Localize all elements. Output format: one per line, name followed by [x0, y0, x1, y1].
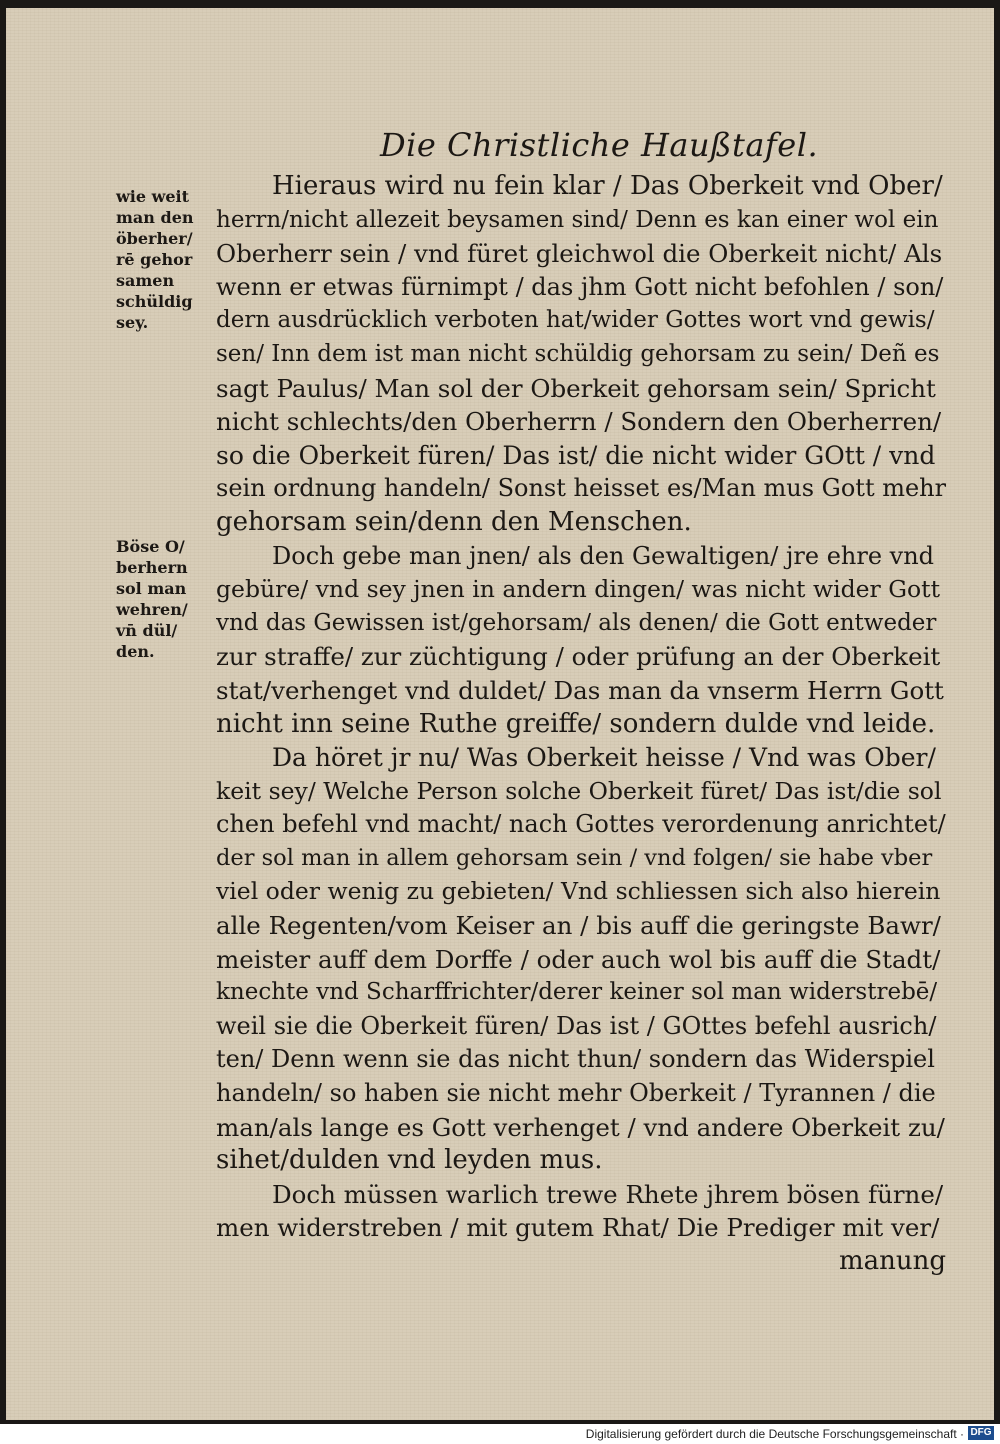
text-line: Hieraus wird nu fein klar / Das Oberkeit vnd Ober/	[272, 171, 943, 201]
page-header: Die Christliche Haußtafel.	[380, 126, 819, 164]
margin-note-2	[116, 536, 216, 662]
margin-note-line: wehren/	[116, 600, 188, 619]
text-line: dern ausdrücklich verboten hat/wider Gottes wort vnd gewis/	[216, 307, 935, 334]
text-line: knechte vnd Scharffrichter/derer keiner sol man widerstrebē/	[216, 979, 938, 1006]
text-line: keit sey/ Welche Person solche Oberkeit füret/ Das ist/die sol	[216, 776, 942, 805]
margin-note-1	[116, 186, 216, 333]
text-line: der sol man in allem gehorsam sein / vnd folgen/ sie habe vber	[216, 844, 933, 871]
text-line: herrn/nicht allezeit beysamen sind/ Denn es kan einer wol ein	[216, 206, 939, 233]
margin-note-line: man den	[116, 208, 194, 227]
body-text	[216, 170, 946, 1279]
text-line: so die Oberkeit füren/ Das ist/ die nicht wider GOtt / vnd	[216, 440, 936, 470]
margin-note-line: vn̄ dül/	[116, 621, 178, 640]
margin-note-line: sol man	[116, 579, 187, 598]
text-line: nicht inn seine Ruthe greiffe/ sondern dulde vnd leide.	[216, 708, 936, 739]
text-line: zur straffe/ zur züchtigung / oder prüfung an der Oberkeit	[216, 642, 941, 672]
text-line: Oberherr sein / vnd füret gleichwol die Oberkeit nicht/ Als	[216, 239, 943, 269]
funding-credit: Digitalisierung gefördert durch die Deutsche Forschungsgemeinschaft ·	[585, 1427, 964, 1441]
dfg-logo-icon: DFG	[968, 1426, 994, 1440]
text-line: wenn er etwas fürnimpt / das jhm Gott nicht befohlen / son/	[216, 272, 944, 301]
margin-note-line: sey.	[116, 313, 149, 332]
text-line: ten/ Denn wenn sie das nicht thun/ sondern das Widerspiel	[216, 1045, 935, 1074]
margin-note-line: samen	[116, 271, 175, 290]
text-line: man/als lange es Gott verhenget / vnd andere Oberkeit zu/	[216, 1112, 945, 1142]
text-line: weil sie die Oberkeit füren/ Das ist / GOttes befehl ausrich/	[216, 1011, 937, 1040]
margin-note-line: den.	[116, 642, 155, 661]
text-line: Da höret jr nu/ Was Oberkeit heisse / Vnd was Ober/	[272, 743, 936, 773]
margin-note-line: Böse O/	[116, 537, 185, 556]
text-line: men widerstreben / mit gutem Rhat/ Die Prediger mit ver/	[216, 1213, 940, 1243]
text-line: Doch gebe man jnen/ als den Gewaltigen/ jre ehre vnd	[272, 541, 935, 570]
text-line: sen/ Inn dem ist man nicht schüldig gehorsam zu sein/ Deñ es	[216, 340, 940, 367]
text-line: gehorsam sein/denn den Menschen.	[216, 506, 692, 537]
text-line: sein ordnung handeln/ Sonst heisset es/Man mus Gott mehr	[216, 474, 946, 503]
text-line: viel oder wenig zu gebieten/ Vnd schliessen sich also hierein	[216, 877, 941, 906]
text-line: Doch müssen warlich trewe Rhete jhrem bösen fürne/	[272, 1179, 944, 1209]
catchword: manung	[838, 1246, 946, 1276]
text-line: stat/verhenget vnd duldet/ Das man da vnserm Herrn Gott	[216, 675, 944, 705]
text-line: sagt Paulus/ Man sol der Oberkeit gehorsam sein/ Spricht	[216, 373, 936, 403]
text-line: vnd das Gewissen ist/gehorsam/ als denen/ die Gott entweder	[216, 609, 937, 636]
text-line: handeln/ so haben sie nicht mehr Oberkeit / Tyrannen / die	[216, 1079, 936, 1108]
text-line: meister auff dem Dorffe / oder auch wol bis auff die Stadt/	[216, 944, 941, 974]
text-line: sihet/dulden vnd leyden mus.	[216, 1145, 603, 1176]
text-line: alle Regenten/vom Keiser an / bis auff die geringste Bawr/	[216, 911, 941, 941]
margin-note-line: öberher/	[116, 229, 193, 248]
margin-note-line: rē gehor	[116, 250, 193, 269]
margin-note-line: schüldig	[116, 292, 193, 311]
margin-note-line: berhern	[116, 558, 188, 577]
text-line: gebüre/ vnd sey jnen in andern dingen/ was nicht wider Gott	[216, 575, 941, 604]
margin-note-line: wie weit	[116, 187, 190, 206]
text-line: nicht schlechts/den Oberherrn / Sondern den Oberherren/	[216, 407, 942, 437]
text-line: chen befehl vnd macht/ nach Gottes verordenung anrichtet/	[216, 810, 946, 839]
